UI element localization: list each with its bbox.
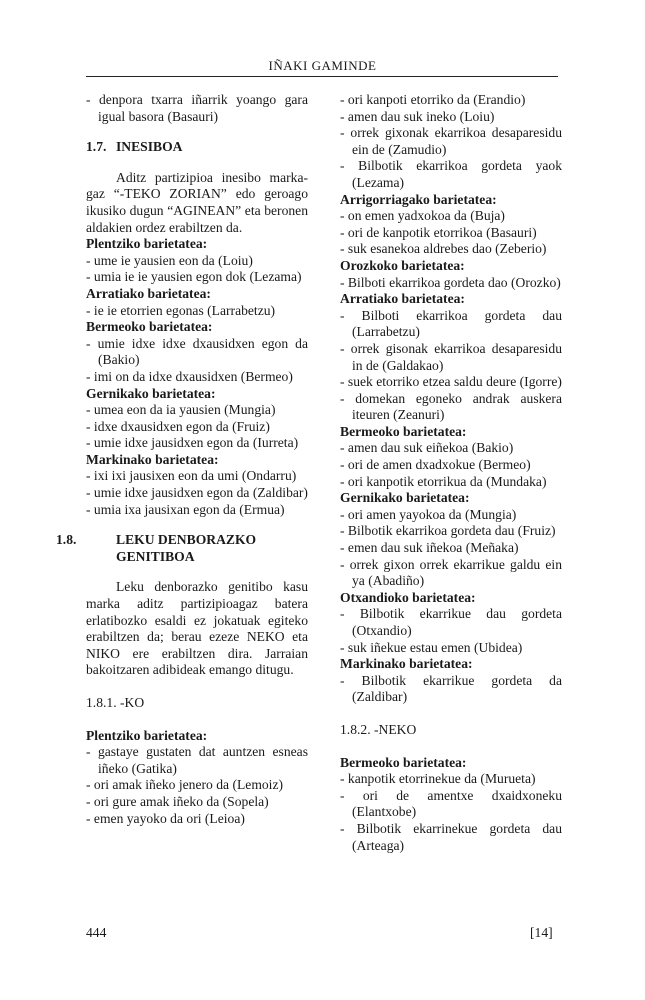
list-item: - ori de amen dxadxokue (Bermeo): [340, 457, 531, 473]
group-heading: Markinako barietatea:: [340, 656, 473, 672]
list-item: - umie idxe jausidxen egon da (Zaldibar): [86, 485, 308, 501]
group-heading: Arratiako barietatea:: [340, 291, 465, 307]
list-item: - ori amen yayokoa da (Mungia): [340, 506, 517, 522]
group-heading: Gernikako barietatea:: [86, 385, 216, 401]
list-item: - umie idxe idxe dxausidxen egon da (Bakio): [86, 335, 308, 368]
list-item: - idxe dxausidxen egon da (Fruiz): [86, 418, 270, 434]
group-heading: Orozkoko barietatea:: [340, 257, 465, 273]
section-title: INESIBOA: [116, 139, 183, 155]
list-item: - ume ie yausien eon da (Loiu): [86, 252, 253, 268]
list-item: - Bilboti ekarrikoa gordeta dao (Orozko): [340, 274, 561, 290]
group-heading: Bermeoko barietatea:: [86, 319, 213, 335]
group-heading: Bermeoko barietatea:: [340, 423, 467, 439]
page-number: 444: [86, 925, 107, 940]
list-item: - ixi ixi jausixen eon da umi (Ondarru): [86, 468, 297, 484]
paragraph: Aditz partizipioa inesibo marka-gaz “-TEKO ZORIAN” edo geroago ikusiko dugun “AGINEAN” eta beronen aldakien ordez erabiltzen da.: [86, 169, 308, 235]
list-item: - orrek gixon orrek ekarrikue galdu ein ya (Abadiño): [340, 556, 562, 589]
page-header-title: IÑAKI GAMINDE: [268, 58, 377, 73]
list-item: - Bilbotik ekarrikue dau gordeta (Otxandio): [340, 606, 562, 638]
left-column: [56, 92, 308, 827]
list-item: - Bilbotik ekarrikue gordeta da (Zaldibar): [340, 672, 562, 705]
list-item: - emen yayoko da ori (Leioa): [86, 810, 245, 826]
list-item: - on emen yadxokoa da (Buja): [340, 208, 505, 224]
list-item: - suek etorriko etzea saldu deure (Igorre): [340, 374, 562, 390]
list-item: - ori de amentxe dxaidxoneku (Elantxobe): [340, 787, 562, 820]
group-heading: Plentziko barietatea:: [86, 236, 208, 252]
list-item: - emen dau suk iñekoa (Meñaka): [340, 540, 519, 556]
list-item: - imi on da idxe dxausidxen (Bermeo): [86, 368, 293, 384]
group-heading: Otxandioko barietatea:: [340, 589, 476, 605]
header-rule: [86, 76, 558, 77]
group-heading: Markinako barietatea:: [86, 451, 219, 467]
list-item: - ori kanpotik etorrikua da (Mundaka): [340, 473, 547, 489]
list-item: - umia ie ie yausien egon dok (Lezama): [86, 269, 302, 285]
section-number: 1.7.: [86, 139, 107, 155]
list-item: - ori kanpoti etorriko da (Erandio): [340, 92, 526, 107]
group-heading: Arratiako barietatea:: [86, 285, 211, 301]
list-item: - umie idxe jausidxen egon da (Iurreta): [86, 435, 299, 451]
list-item: - Bilboti ekarrikoa gordeta dau (Larrabetzu): [340, 307, 562, 340]
paragraph: Leku denborazko genitibo kasu marka aditz partizipioagaz batera erlatibozko esaldi ez jokatuak egiteko erabiltzen da; berau ezeze NEKO eta NIKO ere erabiltzen dira. Jarraian bakoitzaren adibideak emango ditugu.: [86, 579, 308, 678]
section-heading-1-8: [56, 532, 308, 565]
section-heading-1-7: [86, 139, 308, 156]
list-item: - kanpotik etorrinekue da (Murueta): [340, 771, 536, 787]
group-heading: Bermeoko barietatea:: [340, 754, 467, 770]
list-item: - amen dau suk ineko (Loiu): [340, 108, 495, 124]
list-item: - domekan egoneko andrak auskera iteuren (Zeanuri): [340, 390, 562, 423]
list-item: - umia ixa jausixan egon da (Ermua): [86, 501, 285, 517]
list-item: - gastaye gustaten dat auntzen esneas iñeko (Gatika): [86, 744, 308, 776]
list-item: - amen dau suk eiñekoa (Bakio): [340, 440, 514, 456]
list-item: - orrek gixonak ekarrikoa desaparesidu ein de (Zamudio): [340, 125, 562, 157]
group-heading: Plentziko barietatea:: [86, 727, 208, 743]
subsection-heading-1-8-2: 1.8.2. -NEKO: [340, 721, 417, 737]
list-item: - suk esanekoa aldrebes dao (Zeberio): [340, 241, 547, 257]
list-item: - ori gure amak iñeko da (Sopela): [86, 793, 269, 809]
subsection-heading-1-8-1: 1.8.1. -KO: [86, 695, 145, 710]
list-item: - Bilbotik ekarrikoa gordeta dau (Fruiz): [340, 523, 556, 539]
list-item: - Bilbotik ekarrikoa gordeta yaok (Lezama): [340, 158, 562, 190]
group-heading: Arrigorriagako barietatea:: [340, 191, 497, 207]
section-title: LEKU DENBORAZKO GENITIBOA: [116, 532, 257, 564]
right-column: [340, 92, 562, 854]
page-reference: [14]: [530, 925, 553, 940]
section-number: 1.8.: [56, 532, 77, 548]
list-item: - umea eon da ia yausien (Mungia): [86, 402, 276, 418]
list-item: - ori de kanpotik etorrikoa (Basauri): [340, 224, 537, 240]
list-item: - suk iñekue estau emen (Ubidea): [340, 639, 523, 655]
list-item: - Bilbotik ekarrinekue gordeta dau (Arteaga): [340, 820, 562, 853]
group-heading: Gernikako barietatea:: [340, 490, 470, 506]
list-item: - orrek gisonak ekarrikoa desaparesidu in de (Galdakao): [340, 340, 562, 373]
list-item: - denpora txarra iñarrik yoango gara igual basora (Basauri): [86, 92, 308, 124]
list-item: - ori amak iñeko jenero da (Lemoiz): [86, 777, 284, 793]
list-item: - ie ie etorrien egonas (Larrabetzu): [86, 302, 276, 318]
